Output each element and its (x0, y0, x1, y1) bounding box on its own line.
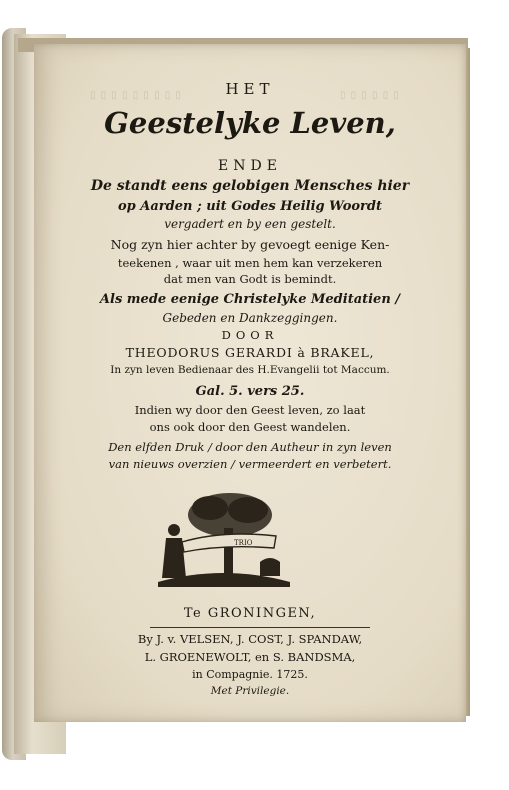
page-title: Geestelyke Leven, (104, 106, 396, 140)
place-of-publication: Te GRONINGEN, (183, 606, 317, 621)
verse-line-1: Indien wy door den Geest leven, zo laat (134, 403, 366, 417)
subtitle-line-3: vergadert en by een gestelt. (164, 217, 336, 231)
title-door: DOOR (221, 328, 279, 342)
title-het: HET (225, 80, 275, 98)
author-role: In zyn leven Bedienaar des H.Evangelii tot Maccum. (110, 364, 390, 376)
printers-line-3: in Compagnie. 1725. (192, 668, 308, 681)
added-line-1: Nog zyn hier achter by gevoegt eenige Ken- (110, 237, 390, 252)
author-name: THEODORUS GERARDI à BRAKEL, (125, 345, 375, 360)
printers-device-icon (148, 490, 298, 590)
verse-reference: Gal. 5. vers 25. (195, 384, 305, 399)
emblem-banner-text: TRIO (234, 539, 253, 547)
title-ende: ENDE (218, 158, 282, 174)
printers-line-1: By J. v. VELSEN, J. COST, J. SPANDAW, (137, 632, 363, 646)
subtitle-line-1: De standt eens gelobigen Mensches hier (90, 178, 410, 194)
privilege-note: Met Privilegie. (210, 685, 290, 697)
show-through-text: ▯ ▯ ▯ ▯ ▯ ▯ ▯ ▯ ▯ (90, 90, 182, 101)
subtitle-line-2: op Aarden ; uit Godes Heilig Woordt (117, 199, 383, 214)
also-line-1: Als mede eenige Christelyke Meditatien / (99, 292, 401, 307)
edition-line-2: van nieuws overzien / vermeerdert en verbetert. (108, 457, 392, 471)
printers-line-2: L. GROENEWOLT, en S. BANDSMA, (144, 650, 356, 664)
added-line-3: dat men van Godt is bemindt. (163, 272, 337, 286)
divider-rule (150, 627, 370, 628)
verse-line-2: ons ook door den Geest wandelen. (149, 420, 351, 434)
also-line-2: Gebeden en Dankzeggingen. (162, 311, 338, 325)
added-line-2: teekenen , waar uit men hem kan verzekeren (117, 256, 383, 270)
edition-line-1: Den elfden Druk / door den Autheur in zyn leven (108, 440, 392, 454)
show-through-text: ▯ ▯ ▯ ▯ ▯ ▯ (340, 90, 400, 101)
